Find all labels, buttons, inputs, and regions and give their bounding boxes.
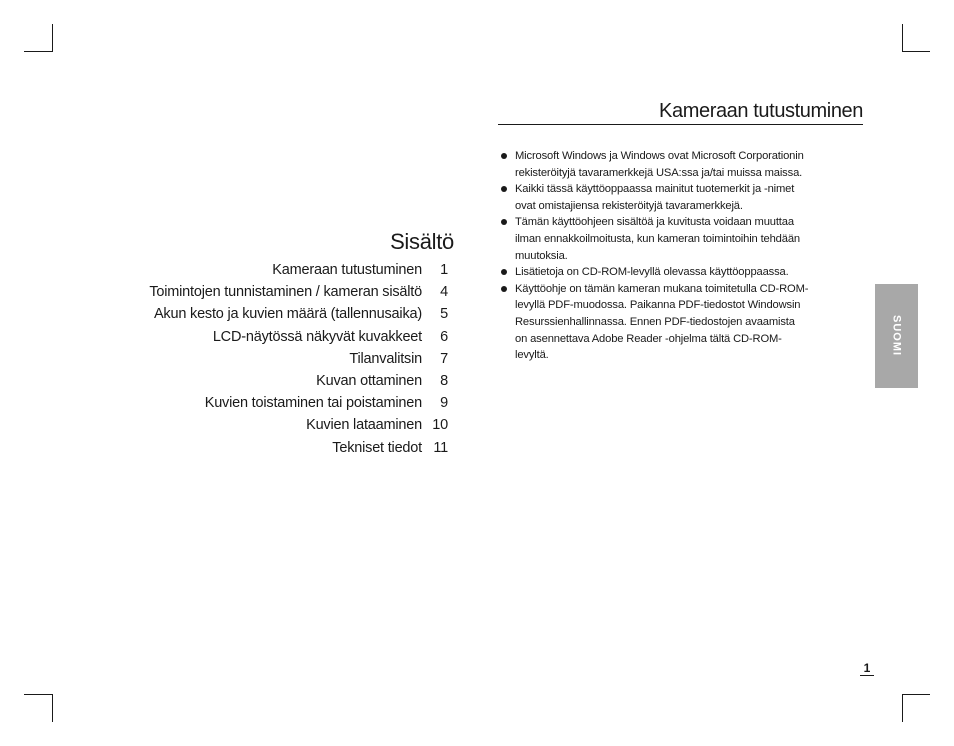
notes-list xyxy=(498,148,850,364)
toc-entry[interactable] xyxy=(100,284,448,306)
bullet-icon xyxy=(501,286,507,292)
section-title: Kameraan tutustuminen xyxy=(659,100,863,122)
bullet-icon xyxy=(501,219,507,225)
note-item xyxy=(498,181,850,214)
note-line: Microsoft Windows ja Windows ovat Microsoft Corporationin xyxy=(515,150,804,162)
note-item xyxy=(498,281,850,364)
toc-entry-label: Akun kesto ja kuvien määrä (tallennusaika) xyxy=(153,306,422,323)
note-line: on asennettava Adobe Reader -ohjelma tältä CD-ROM- xyxy=(515,332,782,345)
crop-mark-top-right-horizontal xyxy=(902,51,930,52)
toc-entry-label: Tekniset tiedot xyxy=(332,439,422,456)
toc-entry-page: 11 xyxy=(433,439,448,456)
page-number: 1 xyxy=(860,661,874,676)
toc-entry[interactable] xyxy=(100,329,448,351)
toc-entry-page: 7 xyxy=(440,350,448,367)
bullet-icon xyxy=(501,269,507,275)
toc-entry-page: 8 xyxy=(440,372,448,389)
toc-entry-label: Kuvien toistaminen tai poistaminen xyxy=(204,395,422,412)
crop-mark-top-right-vertical xyxy=(902,24,903,52)
crop-mark-bottom-right-vertical xyxy=(902,694,903,722)
note-line: muutoksia. xyxy=(515,249,568,262)
toc-entry-label: Kuvan ottaminen xyxy=(316,372,422,389)
crop-mark-top-left-horizontal xyxy=(24,51,52,52)
crop-mark-bottom-left-vertical xyxy=(52,694,53,722)
toc-entry[interactable] xyxy=(100,306,448,328)
toc-entry[interactable] xyxy=(100,440,448,462)
language-tab xyxy=(875,284,918,388)
toc-entry-page: 9 xyxy=(440,395,448,412)
note-line: Kaikki tässä käyttöoppaassa mainitut tuotemerkit ja -nimet xyxy=(515,183,795,196)
toc-entry-label: Kuvien lataaminen xyxy=(306,417,422,434)
toc-entry-page: 10 xyxy=(432,417,448,434)
crop-mark-bottom-left-horizontal xyxy=(24,694,52,695)
crop-mark-bottom-right-horizontal xyxy=(902,694,930,695)
toc-entry-page: 5 xyxy=(440,306,448,323)
language-tab-label: SUOMI xyxy=(890,315,903,357)
note-line: levyltä. xyxy=(515,349,549,362)
note-line: levyllä PDF-muodossa. Paikanna PDF-tiedostot Windowsin xyxy=(515,299,801,312)
toc-entry[interactable] xyxy=(100,373,448,395)
toc-entry-label: Toimintojen tunnistaminen / kameran sisältö xyxy=(149,284,422,301)
note-item xyxy=(498,148,850,181)
toc-entry-page: 1 xyxy=(440,262,448,278)
note-line: Resurssienhallinnassa. Ennen PDF-tiedostojen avaamista xyxy=(515,315,795,328)
bullet-icon xyxy=(501,186,507,192)
note-line: Käyttöohje on tämän kameran mukana toimitetulla CD-ROM- xyxy=(515,282,809,295)
toc-list xyxy=(100,262,448,462)
note-item xyxy=(498,264,850,281)
toc-title: Sisältö xyxy=(390,229,454,254)
note-line: rekisteröityjä tavaramerkkejä USA:ssa ja/tai muissa maissa. xyxy=(515,166,803,179)
toc-entry-label: Kameraan tutustuminen xyxy=(272,262,422,278)
note-line: Tämän käyttöohjeen sisältöä ja kuvitusta voidaan muuttaa xyxy=(515,216,794,229)
note-line: Lisätietoja on CD-ROM-levyllä olevassa käyttöoppaassa. xyxy=(515,266,789,279)
note-item xyxy=(498,214,850,264)
toc-entry-label: Tilanvalitsin xyxy=(349,350,422,367)
note-line: ovat omistajiensa rekisteröityjä tavaramerkkejä. xyxy=(515,199,743,212)
section-header xyxy=(498,98,863,125)
toc-entry[interactable] xyxy=(100,262,448,284)
toc-entry-label: LCD-näytössä näkyvät kuvakkeet xyxy=(212,328,422,345)
toc-entry[interactable] xyxy=(100,417,448,439)
note-line: ilman ennakkoilmoitusta, kun kameran toimintoihin tehdään xyxy=(515,232,800,245)
toc-entry-page: 6 xyxy=(440,328,448,345)
crop-mark-top-left-vertical xyxy=(52,24,53,52)
toc-entry[interactable] xyxy=(100,395,448,417)
bullet-icon xyxy=(501,153,507,159)
toc-entry[interactable] xyxy=(100,351,448,373)
toc-entry-page: 4 xyxy=(440,284,448,301)
